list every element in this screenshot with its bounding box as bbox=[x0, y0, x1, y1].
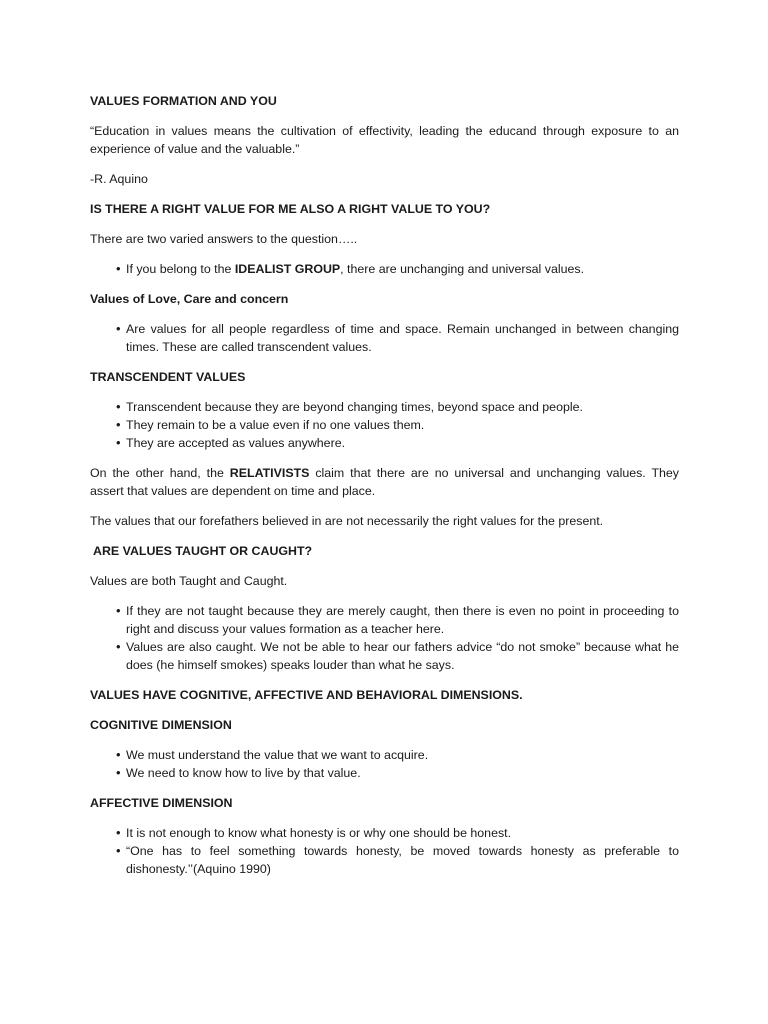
relativists-prefix: On the other hand, the bbox=[90, 466, 230, 480]
idealist-suffix: , there are unchanging and universal values. bbox=[340, 262, 585, 276]
bullet-icon: • bbox=[116, 603, 121, 618]
dimensions-heading: VALUES HAVE COGNITIVE, AFFECTIVE AND BEHAVIORAL DIMENSIONS. bbox=[90, 688, 523, 702]
list-item-text: They remain to be a value even if no one values them. bbox=[126, 418, 425, 432]
bullet-icon: • bbox=[116, 747, 121, 762]
cognitive-heading: COGNITIVE DIMENSION bbox=[90, 718, 232, 732]
list-item-text: They are accepted as values anywhere. bbox=[126, 436, 346, 450]
heading-right-value: IS THERE A RIGHT VALUE FOR ME ALSO A RIGHT VALUE TO YOU? bbox=[90, 202, 491, 216]
taught-heading: ARE VALUES TAUGHT OR CAUGHT? bbox=[93, 544, 313, 558]
cognitive-list bbox=[90, 746, 679, 782]
list-item-text: It is not enough to know what honesty is or why one should be honest. bbox=[126, 826, 512, 840]
bullet-icon: • bbox=[116, 399, 121, 414]
list-item bbox=[90, 602, 679, 638]
list-item-text: “One has to feel something towards honesty, be moved towards honesty as preferable to dishonesty.’’(Aquino 1990) bbox=[126, 844, 679, 876]
relativists-paragraph bbox=[90, 464, 679, 500]
relativists-term: RELATIVISTS bbox=[229, 466, 310, 480]
bullet-icon: • bbox=[116, 261, 121, 276]
taught-paragraph: Values are both Taught and Caught. bbox=[90, 574, 288, 588]
transcendent-list bbox=[90, 398, 679, 452]
idealist-group-term: IDEALIST GROUP bbox=[234, 262, 341, 276]
list-item bbox=[90, 842, 679, 878]
taught-list bbox=[90, 602, 679, 674]
relativists-suffix: claim that there are no universal and unchanging values. They assert that values are dependent on time and place. bbox=[90, 466, 679, 498]
list-item bbox=[90, 764, 679, 782]
list-item bbox=[90, 260, 679, 278]
document-page bbox=[90, 92, 679, 890]
bullet-icon: • bbox=[116, 417, 121, 432]
list-item bbox=[90, 320, 679, 356]
values-love-list bbox=[90, 320, 679, 356]
idealist-prefix: If you belong to the bbox=[126, 262, 235, 276]
list-item-text: Are values for all people regardless of time and space. Remain unchanged in between changing times. These are called transcendent values. bbox=[126, 322, 679, 354]
list-item bbox=[90, 746, 679, 764]
two-answers-paragraph: There are two varied answers to the question….. bbox=[90, 232, 358, 246]
affective-list bbox=[90, 824, 679, 878]
list-item bbox=[90, 824, 679, 842]
list-item-text: Values are also caught. We not be able to hear our fathers advice “do not smoke” because what he does (he himself smokes) speaks louder than what he says. bbox=[126, 640, 679, 672]
affective-heading: AFFECTIVE DIMENSION bbox=[90, 796, 233, 810]
idealist-list bbox=[90, 260, 679, 278]
list-item bbox=[90, 398, 679, 416]
bullet-icon: • bbox=[116, 639, 121, 654]
values-love-heading: Values of Love, Care and concern bbox=[90, 292, 289, 306]
quote-author: -R. Aquino bbox=[90, 172, 148, 186]
bullet-icon: • bbox=[116, 435, 121, 450]
bullet-icon: • bbox=[116, 321, 121, 336]
opening-quote: “Education in values means the cultivation of effectivity, leading the educand through exposure to an experience of value and the valuable.” bbox=[90, 124, 679, 156]
list-item-text: If they are not taught because they are merely caught, then there is even no point in proceeding to right and discuss your values formation as a teacher here. bbox=[126, 604, 679, 636]
transcendent-heading: TRANSCENDENT VALUES bbox=[90, 370, 246, 384]
bullet-icon: • bbox=[116, 843, 121, 858]
bullet-icon: • bbox=[116, 765, 121, 780]
list-item-text: We need to know how to live by that value. bbox=[126, 766, 361, 780]
list-item-text: Transcendent because they are beyond changing times, beyond space and people. bbox=[126, 400, 583, 414]
list-item bbox=[90, 638, 679, 674]
list-item-text: We must understand the value that we want to acquire. bbox=[126, 748, 429, 762]
forefathers-paragraph: The values that our forefathers believed in are not necessarily the right values for the present. bbox=[90, 514, 604, 528]
list-item bbox=[90, 416, 679, 434]
bullet-icon: • bbox=[116, 825, 121, 840]
list-item bbox=[90, 434, 679, 452]
document-title: VALUES FORMATION AND YOU bbox=[90, 94, 277, 108]
